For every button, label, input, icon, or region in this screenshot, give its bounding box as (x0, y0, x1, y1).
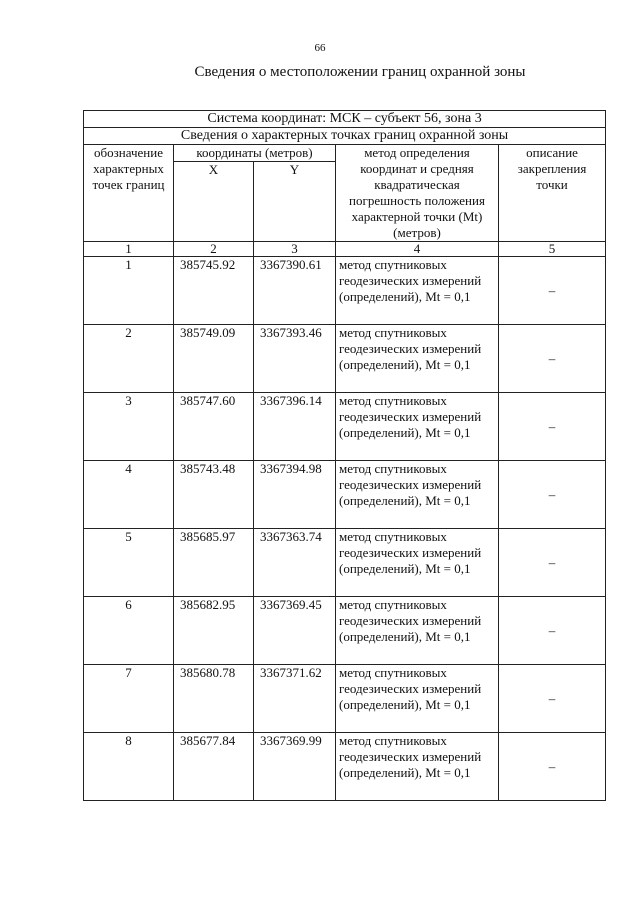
page-number: 66 (314, 42, 326, 54)
x-cell: 385680.78 (174, 665, 254, 733)
column-number: 3 (254, 242, 336, 257)
column-number: 5 (499, 242, 606, 257)
x-cell: 385682.95 (174, 597, 254, 665)
table-row (84, 597, 606, 665)
header-description: описание закрепления точки (499, 145, 606, 242)
header-point: обозначение характерных точек границ (84, 145, 174, 242)
description-cell: – (499, 665, 606, 733)
y-cell: 3367390.61 (254, 257, 336, 325)
header-y: Y (254, 162, 336, 242)
x-cell: 385677.84 (174, 733, 254, 801)
point-cell: 6 (84, 597, 174, 665)
point-cell: 8 (84, 733, 174, 801)
method-cell: метод спутниковых геодезических измерений (определений), Mt = 0,1 (336, 257, 499, 325)
method-cell: метод спутниковых геодезических измерений (определений), Mt = 0,1 (336, 733, 499, 801)
point-cell: 2 (84, 325, 174, 393)
table-row (84, 257, 606, 325)
method-cell: метод спутниковых геодезических измерений (определений), Mt = 0,1 (336, 461, 499, 529)
column-number: 4 (336, 242, 499, 257)
boundary-points-table (83, 110, 606, 801)
y-cell: 3367363.74 (254, 529, 336, 597)
column-number: 1 (84, 242, 174, 257)
header-method: метод определения координат и средняя квадратическая погрешность положения характерной точки (Mt) (метров) (336, 145, 499, 242)
method-cell: метод спутниковых геодезических измерений (определений), Mt = 0,1 (336, 597, 499, 665)
y-cell: 3367393.46 (254, 325, 336, 393)
document-title: Сведения о местоположении границ охранной зоны (194, 64, 526, 80)
section-header: Сведения о характерных точках границ охранной зоны (84, 128, 606, 145)
x-cell: 385749.09 (174, 325, 254, 393)
description-cell: – (499, 257, 606, 325)
table-row (84, 529, 606, 597)
method-cell: метод спутниковых геодезических измерений (определений), Mt = 0,1 (336, 529, 499, 597)
x-cell: 385745.92 (174, 257, 254, 325)
y-cell: 3367371.62 (254, 665, 336, 733)
point-cell: 1 (84, 257, 174, 325)
y-cell: 3367396.14 (254, 393, 336, 461)
x-cell: 385747.60 (174, 393, 254, 461)
method-cell: метод спутниковых геодезических измерений (определений), Mt = 0,1 (336, 393, 499, 461)
coord-system-header: Система координат: МСК – субъект 56, зона 3 (84, 111, 606, 128)
table-row (84, 665, 606, 733)
method-cell: метод спутниковых геодезических измерений (определений), Mt = 0,1 (336, 325, 499, 393)
table-row (84, 325, 606, 393)
x-cell: 385743.48 (174, 461, 254, 529)
table-row (84, 393, 606, 461)
point-cell: 3 (84, 393, 174, 461)
point-cell: 7 (84, 665, 174, 733)
description-cell: – (499, 461, 606, 529)
method-cell: метод спутниковых геодезических измерений (определений), Mt = 0,1 (336, 665, 499, 733)
point-cell: 5 (84, 529, 174, 597)
column-numbers-row (84, 242, 606, 257)
description-cell: – (499, 733, 606, 801)
header-coordinates: координаты (метров) (174, 145, 336, 162)
y-cell: 3367369.45 (254, 597, 336, 665)
header-x: X (174, 162, 254, 242)
column-number: 2 (174, 242, 254, 257)
table-row (84, 461, 606, 529)
description-cell: – (499, 325, 606, 393)
description-cell: – (499, 597, 606, 665)
y-cell: 3367369.99 (254, 733, 336, 801)
table-row (84, 733, 606, 801)
y-cell: 3367394.98 (254, 461, 336, 529)
point-cell: 4 (84, 461, 174, 529)
description-cell: – (499, 529, 606, 597)
x-cell: 385685.97 (174, 529, 254, 597)
description-cell: – (499, 393, 606, 461)
